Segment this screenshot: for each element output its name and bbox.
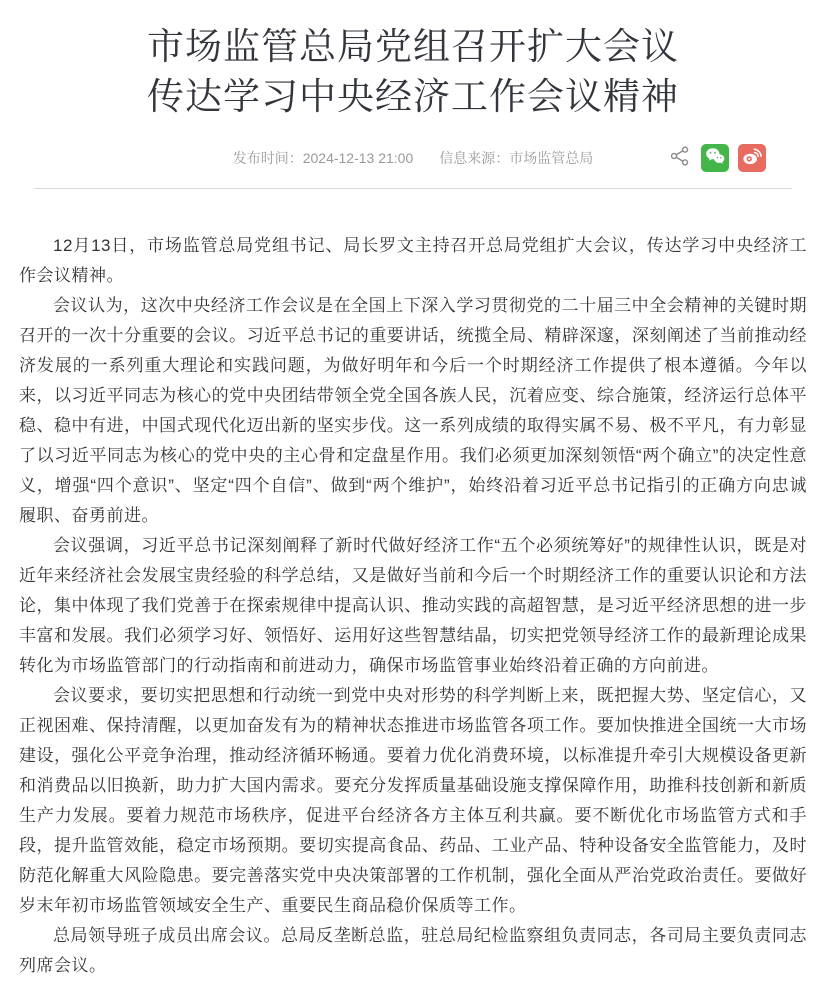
source-value: 市场监管总局	[509, 150, 594, 166]
share-icon	[669, 145, 691, 172]
page-title-line-1: 市场监管总局党组召开扩大会议	[147, 26, 679, 67]
publish-time-value: 2024-12-13 21:00	[302, 150, 414, 166]
meta-row	[18, 144, 808, 172]
page-title-line-2: 传达学习中央经济工作会议精神	[147, 76, 679, 117]
page-title	[18, 22, 808, 122]
wechat-share-button[interactable]	[701, 144, 729, 172]
share-bar	[668, 144, 766, 172]
article-paragraph: 会议认为，这次中央经济工作会议是在全国上下深入学习贯彻党的二十届三中全会精神的关键时期召开的一次十分重要的会议。习近平总书记的重要讲话，统揽全局、精辟深邃，深刻阐述了当前推动经济发展的一系列重大理论和实践问题，为做好明年和今后一个时期经济工作提供了根本遵循。今年以来，以习近平同志为核心的党中央团结带领全党全国各族人民，沉着应变、综合施策，经济运行总体平稳、稳中有进，中国式现代化迈出新的坚实步伐。这一系列成绩的取得实属不易、极不平凡，有力彰显了以习近平同志为核心的党中央的主心骨和定盘星作用。我们必须更加深刻领悟“两个确立”的决定性意义，增强“四个意识”、坚定“四个自信”、做到“两个维护”，始终沿着习近平总书记指引的正确方向忠诚履职、奋勇前进。	[19, 296, 807, 525]
article-body	[18, 231, 808, 981]
publish-time-label: 发布时间：	[232, 150, 303, 166]
source-label: 信息来源：	[439, 150, 510, 166]
article-paragraph: 12月13日，市场监管总局党组书记、局长罗文主持召开总局党组扩大会议，传达学习中央经济工作会议精神。	[19, 236, 807, 285]
share-button[interactable]	[668, 146, 692, 170]
article-paragraph: 会议强调，习近平总书记深刻阐释了新时代做好经济工作“五个必须统筹好”的规律性认识，既是对近年来经济社会发展宝贵经验的科学总结，又是做好当前和今后一个时期经济工作的重要认识论和方法论，集中体现了我们党善于在探索规律中提高认识、推动实践的高超智慧，是习近平经济思想的进一步丰富和发展。我们必须学习好、领悟好、运用好这些智慧结晶，切实把党领导经济工作的最新理论成果转化为市场监管部门的行动指南和前进动力，确保市场监管事业始终沿着正确的方向前进。	[19, 536, 807, 675]
article-paragraph: 会议要求，要切实把思想和行动统一到党中央对形势的科学判断上来，既把握大势、坚定信心，又正视困难、保持清醒，以更加奋发有为的精神状态推进市场监管各项工作。要加快推进全国统一大市场建设，强化公平竞争治理，推动经济循环畅通。要着力优化消费环境，以标准提升牵引大规模设备更新和消费品以旧换新，助力扩大国内需求。要充分发挥质量基础设施支撑保障作用，助推科技创新和新质生产力发展。要着力规范市场秩序，促进平台经济各方主体互利共赢。要不断优化市场监管方式和手段，提升监管效能，稳定市场预期。要切实提高食品、药品、工业产品、特种设备安全监管能力，及时防范化解重大风险隐患。要完善落实党中央决策部署的工作机制，强化全面从严治党政治责任。要做好岁末年初市场监管领域安全生产、重要民生商品稳价保质等工作。	[19, 686, 807, 915]
header-divider	[34, 188, 792, 189]
weibo-share-button[interactable]	[738, 144, 766, 172]
weibo-icon	[741, 145, 763, 172]
wechat-icon	[704, 145, 726, 172]
article-paragraph: 总局领导班子成员出席会议。总局反垄断总监，驻总局纪检监察组负责同志，各司局主要负责同志列席会议。	[19, 926, 807, 975]
article-header	[18, 22, 808, 189]
